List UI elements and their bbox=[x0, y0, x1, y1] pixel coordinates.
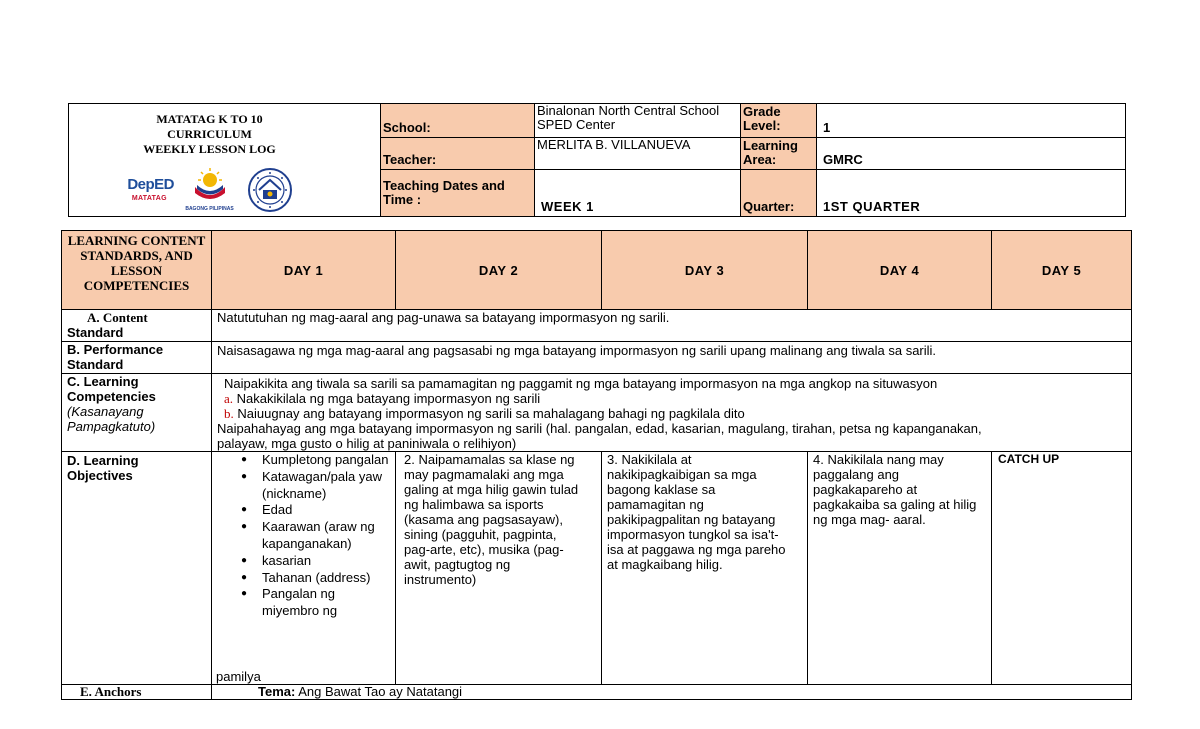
day-1-objective-tail: pamilya bbox=[216, 669, 261, 684]
objective-item: ● Pangalan ng miyembro ng bbox=[262, 586, 395, 620]
logos-row bbox=[39, 167, 380, 216]
title-cell bbox=[69, 104, 381, 217]
competency-item-a: a. Nakakikilala ng mga batayang impormasyon ng sarili bbox=[224, 391, 541, 406]
day-1-objective-list bbox=[212, 452, 395, 620]
bagong-pilipinas-logo: BAGONG PILIPINAS bbox=[185, 167, 233, 216]
content-standard-label: A. Content Standard bbox=[62, 310, 212, 342]
grade-value: 1 bbox=[817, 104, 1126, 138]
learning-competencies-label: C. Learning Competencies (Kasanayang Pampagkatuto) bbox=[62, 374, 212, 452]
objective-item: ● Kumpletong pangalan bbox=[262, 452, 395, 469]
deped-seal-icon bbox=[248, 168, 292, 212]
learning-objectives-label: D. Learning Objectives bbox=[62, 452, 212, 685]
day-1-header: DAY 1 bbox=[212, 231, 396, 310]
teacher-label: Teacher: bbox=[381, 138, 535, 170]
kagawaran-seal-logo bbox=[248, 168, 292, 215]
performance-standard-label: B. Performance Standard bbox=[62, 342, 212, 374]
day-4-header: DAY 4 bbox=[808, 231, 992, 310]
objective-item: ● Katawagan/pala yaw (nickname) bbox=[262, 469, 395, 503]
content-standard-text: Natututuhan ng mag-aaral ang pag-unawa sa batayang impormasyon ng sarili. bbox=[212, 310, 1132, 342]
deped-logo: DepED MATATAG bbox=[127, 175, 175, 202]
teaching-dates-label: Teaching Dates and Time : bbox=[381, 170, 535, 217]
quarter-label: Quarter: bbox=[741, 170, 817, 217]
day-3-objectives: 3. Nakikilala at nakikipagkaibigan sa mga bagong kaklase sa pamamagitan ng pakikipagpalitan ng batayang impormasyon tungkol sa isa't-isa at paggawa ng mga pareho at magkaibang hilig. bbox=[602, 452, 808, 685]
bagong-pilipinas-emblem-icon bbox=[191, 167, 229, 201]
objective-item: ● kasarian bbox=[262, 553, 395, 570]
performance-standard-text: Naisasagawa ng mga mag-aaral ang pagsasabi ng mga batayang impormasyon ng sarili upang malinang ang tiwala sa sarili. bbox=[212, 342, 1132, 374]
anchors-text: Tema: Ang Bawat Tao ay Natatangi bbox=[212, 685, 1132, 700]
objective-item: ● Kaarawan (araw ng kapanganakan) bbox=[262, 519, 395, 553]
day-2-header: DAY 2 bbox=[396, 231, 602, 310]
learning-area-value: GMRC bbox=[817, 138, 1126, 170]
teaching-dates-value: WEEK 1 bbox=[535, 170, 741, 217]
day-2-objectives: 2. Naipamamalas sa klase ng may pagmamalaki ang mga galing at mga hilig gawin tulad ng halimbawa sa isports (kasama ang pagsasayaw), sining (pagguhit, pagpinta, pag-arte, etc), musika (pag- awit, pagtugtog ng instrumento) bbox=[396, 452, 602, 685]
lesson-table bbox=[61, 230, 1132, 700]
header-table bbox=[68, 103, 1126, 217]
school-value: Binalonan North Central School SPED Center bbox=[535, 104, 741, 138]
teacher-value: MERLITA B. VILLANUEVA bbox=[535, 138, 741, 170]
lcs-header: LEARNING CONTENT STANDARDS, AND LESSON COMPETENCIES bbox=[62, 231, 212, 310]
learning-area-label: Learning Area: bbox=[741, 138, 817, 170]
anchors-label: E. Anchors bbox=[62, 685, 212, 700]
competency-item-b: b. Naiuugnay ang batayang impormasyon ng sarili sa mahalagang bahagi ng pagkilala dito bbox=[224, 406, 745, 421]
learning-competencies-text: Naipakikita ang tiwala sa sarili sa pamamagitan ng paggamit ng mga batayang impormasyon na mga angkop na situwasyon a. Nakakikilala ng mga batayang impormasyon ng sarili b. Naiuugnay ang batayang impormasyon ng sarili sa mahalagang bahagi ng pagkilala dito Naipahahayag ang mga batayang impormasyon ng sarili (hal. pangalan, edad, kasarian, magulang, tirahan, petsa ng kapanganakan, palayaw, mga gusto o hilig at paniniwala o relihiyon) bbox=[212, 374, 1132, 452]
objective-item: ● Tahanan (address) bbox=[262, 570, 395, 587]
school-label: School: bbox=[381, 104, 535, 138]
objective-item: ● Edad bbox=[262, 502, 395, 519]
day-5-objectives: CATCH UP bbox=[992, 452, 1132, 685]
log-title: MATATAG K TO 10 CURRICULUM WEEKLY LESSON LOG bbox=[143, 112, 276, 156]
quarter-value: 1ST QUARTER bbox=[817, 170, 1126, 217]
day-3-header: DAY 3 bbox=[602, 231, 808, 310]
day-1-objectives bbox=[212, 452, 396, 685]
grade-label: Grade Level: bbox=[741, 104, 817, 138]
day-5-header: DAY 5 bbox=[992, 231, 1132, 310]
day-4-objectives: 4. Nakikilala nang may paggalang ang pagkakapareho at pagkakaiba sa galing at hilig ng mga mag- aaral. bbox=[808, 452, 992, 685]
